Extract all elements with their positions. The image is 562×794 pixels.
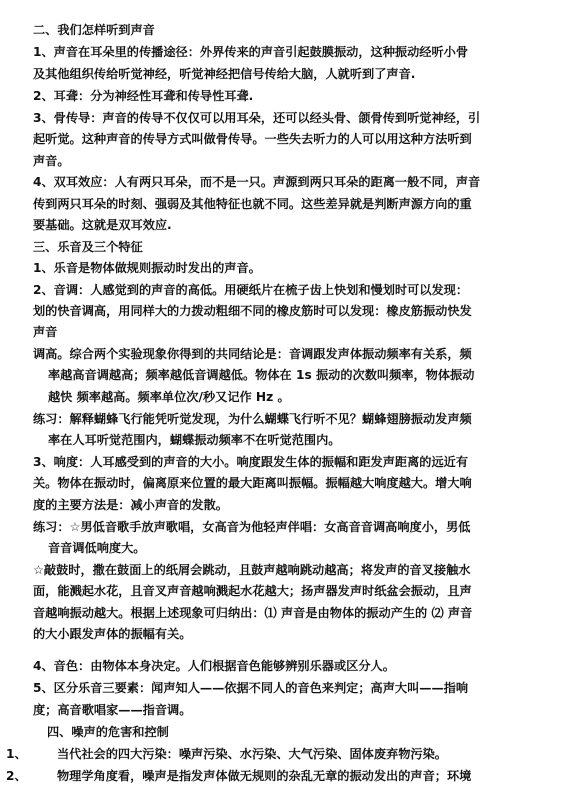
text-line: 起听觉。这种声音的传导方式叫做骨传导。一些失去听力的人可以用这种方法听到 (33, 132, 472, 146)
text-line: 当代社会的四大污染：噪声污染、水污染、大气污染、固体废弃物污染。 (57, 747, 447, 761)
section-heading-4: 四、噪声的危害和控制 (47, 725, 169, 739)
text-line: 越快 频率越高。频率单位次/秒又记作 Hz 。 (48, 390, 290, 404)
text-line: 4、双耳效应：人有两只耳朵，而不是一只。声源到两只耳朵的距离一般不同，声音 (33, 175, 481, 189)
text-line: 5、区分乐音三要素：闻声知人——依据不同人的音色来判定；高声大叫——指响 (33, 681, 469, 695)
text-line: 面，能溅起水花，且音叉声音越响溅起水花越大；扬声器发声时纸盆会振动，且声 (33, 584, 472, 598)
text-line: 率越高音调越高；频率越低音调越低。物体在 1s 振动的次数叫频率，物体振动 (48, 368, 475, 382)
text-line: 度的主要方法是：减小声音的发散。 (33, 498, 228, 512)
exercise-line: 练习：☆男低音歌手放声歌唱，女高音为他轻声伴唱：女高音音调高响度小，男低 (33, 520, 471, 534)
text-line: 要基础。这就是双耳效应. (33, 218, 172, 232)
text-line: 调高。综合两个实验现象你得到的共同结论是：音调跟发声体振动频率有关系，频 (33, 347, 472, 361)
text-line: 1、声音在耳朵里的传播途径：外界传来的声音引起鼓膜振动，这种振动经听小骨 (33, 45, 469, 59)
text-line: 率在人耳听觉范围内，蝴蝶振动频率不在听觉范围内。 (48, 433, 341, 447)
text-line: 的大小跟发声体的振幅有关。 (33, 627, 192, 641)
list-number: 1、 (6, 747, 27, 761)
text-line: 2、耳聋：分为神经性耳聋和传导性耳聋. (33, 89, 254, 103)
text-line: 音越响振动越大。根据上述现象可归纳出：⑴ 声音是由物体的振动产生的 ⑵ 声音 (33, 606, 473, 620)
text-line: 划的快音调高，用同样大的力拨动粗细不同的橡皮筋时可以发现：橡皮筋振动快发 (33, 304, 472, 318)
text-line: ☆敲鼓时，撒在鼓面上的纸屑会跳动，且鼓声越响跳动越高；将发声的音叉接触水 (33, 563, 471, 577)
text-line: 2、音调：人感觉到的声音的高低。用硬纸片在梳子齿上快划和慢划时可以发现： (33, 283, 469, 297)
text-line: 及其他组织传给听觉神经，听觉神经把信号传给大脑，人就听到了声音. (33, 67, 416, 81)
text-line: 声音。 (33, 154, 70, 168)
text-line: 4、音色：由物体本身决定。人们根据音色能够辨别乐器或区分人。 (33, 659, 395, 673)
section-heading-3: 三、乐音及三个特征 (33, 240, 143, 254)
text-line: 声音 (33, 325, 58, 339)
text-line: 3、骨传导：声音的传导不仅仅可以用耳朵，还可以经头骨、颌骨传到听觉神经，引 (33, 111, 481, 125)
text-line: 物理学角度看，噪声是指发声体做无规则的杂乱无章的振动发出的声音；环境 (57, 769, 472, 783)
text-line: 音音调低响度大。 (48, 541, 146, 555)
text-line: 关。物体在振动时，偏离原来位置的最大距离叫振幅。振幅越大响度越大。增大响 (33, 476, 472, 490)
text-line: 1、乐音是物体做规则振动时发出的声音。 (33, 261, 261, 275)
list-number: 2、 (6, 769, 27, 783)
exercise-line: 练习：解释蝴蜂飞行能凭听觉发现，为什么蝴蝶飞行听不见？蝴蜂翅膀振动发声频 (33, 412, 472, 426)
text-line: 传到两只耳朵的时刻、强弱及其他特征也就不同。这些差异就是判断声源方向的重 (33, 197, 472, 211)
text-line: 3、响度：人耳感受到的声音的大小。响度跟发生体的振幅和距发声距离的远近有 (33, 455, 469, 469)
text-line: 度；高音歌唱家——指音调。 (33, 703, 192, 717)
section-heading-2: 二、我们怎样听到声音 (33, 23, 155, 37)
